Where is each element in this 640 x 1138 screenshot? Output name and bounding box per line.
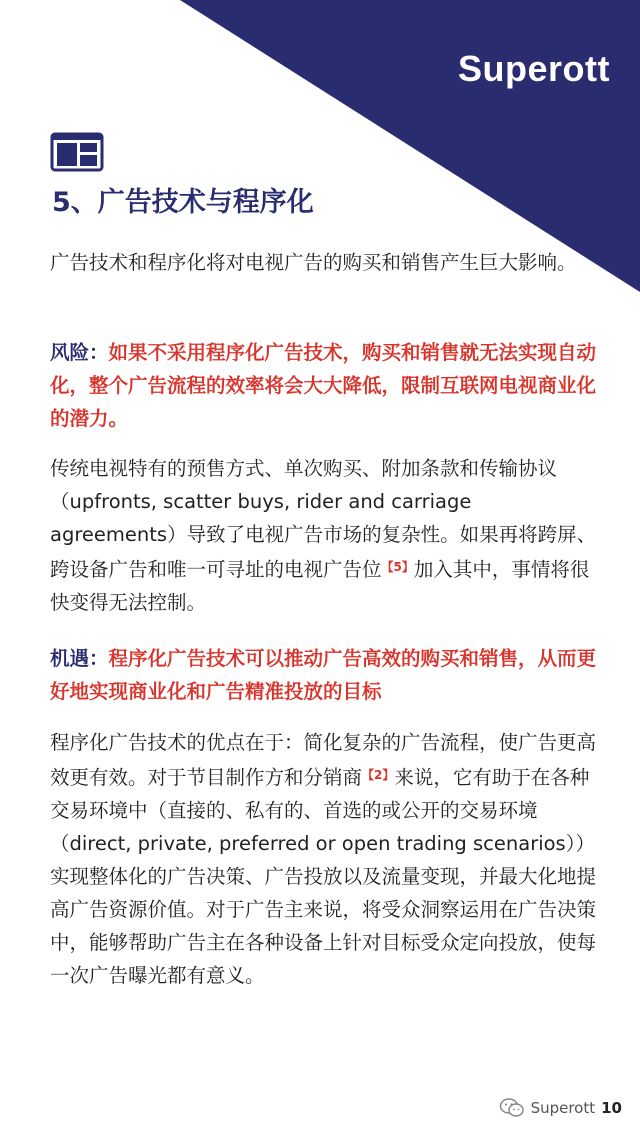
paragraph-advantages: [50, 726, 598, 992]
opportunity-statement: [50, 642, 598, 708]
section-heading: 5、广告技术与程序化: [52, 187, 314, 218]
risk-label: 风险：: [50, 341, 109, 364]
reference-note-5: 【5】: [381, 560, 414, 574]
paragraph-complexity-text-2: 加入其中，事情将很快变得无法控制。: [50, 558, 590, 614]
brand-logo: Superott: [458, 48, 610, 89]
page-number: 10: [601, 1099, 622, 1117]
window-layout-icon: [50, 132, 104, 172]
risk-statement: [50, 336, 598, 435]
footer-account: Superott: [530, 1099, 596, 1117]
wechat-icon: [499, 1097, 525, 1119]
paragraph-complexity: [50, 452, 598, 619]
intro-paragraph: 广告技术和程序化将对电视广告的购买和销售产生巨大影响。: [50, 251, 577, 274]
paragraph-complexity-text-1: 传统电视特有的预售方式、单次购买、附加条款和传输协议（upfronts, scatter buys, rider and carriage agreements）导致了电视广告市场的复杂性。如果再将跨屏、跨设备广告和唯一可寻址的电视广告位: [50, 457, 597, 581]
opportunity-label: 机遇：: [50, 647, 109, 670]
risk-text: 如果不采用程序化广告技术，购买和销售就无法实现自动化，整个广告流程的效率将会大大降低，限制互联网电视商业化的潜力。: [50, 341, 597, 430]
paragraph-advantages-text-2: 来说，它有助于在各种交易环境中（直接的、私有的、首选的或公开的交易环境（direct, private, preferred or open trading scenarios））实现整体化的广告决策、广告投放以及流量变现，并最大化地提高广告资源价值。对于广告主来说，将受众洞察运用在广告决策中，能够帮助广告主在各种设备上针对目标受众定向投放，使每一次广告曝光都有意义。: [50, 766, 597, 987]
reference-note-2: 【2】: [362, 768, 395, 782]
opportunity-text: 程序化广告技术可以推动广告高效的购买和销售，从而更好地实现商业化和广告精准投放的目标: [50, 647, 597, 703]
paragraph-advantages-text-1: 程序化广告技术的优点在于：简化复杂的广告流程，使广告更高效更有效。对于节目制作方和分销商: [50, 731, 597, 789]
footer: [499, 1094, 622, 1122]
